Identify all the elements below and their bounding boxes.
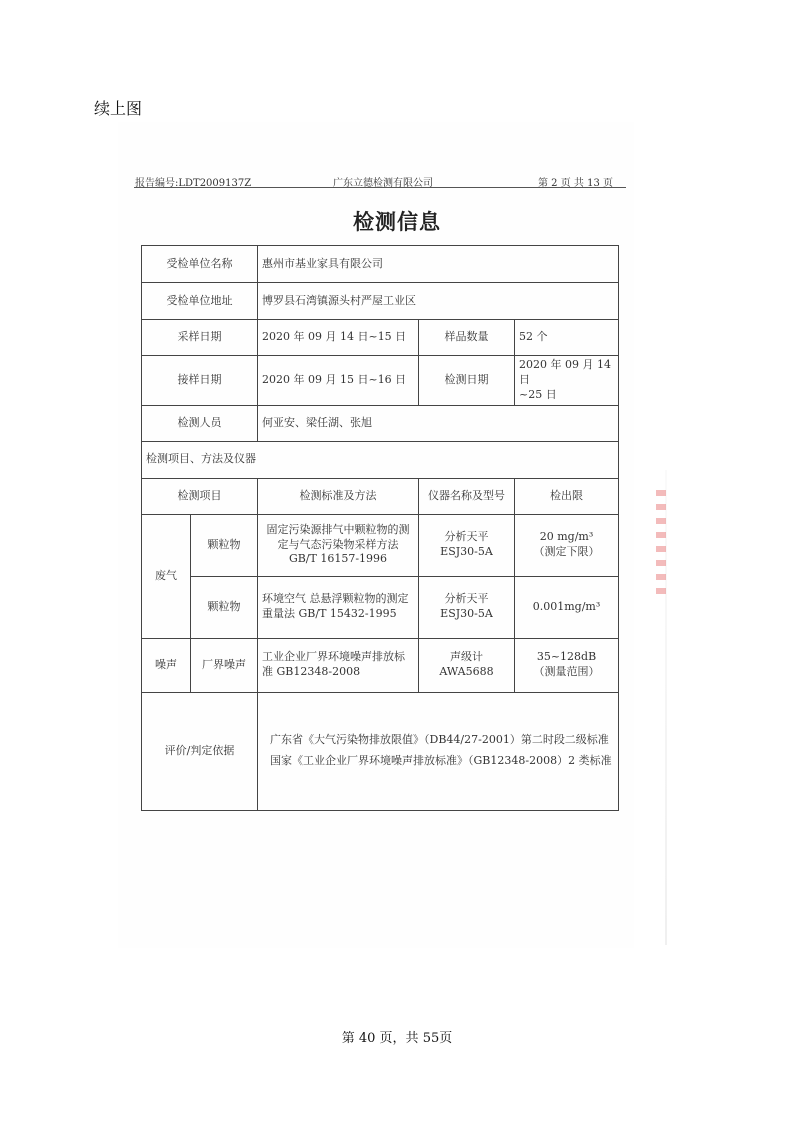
item-name: 颗粒物 bbox=[191, 514, 258, 576]
sampling-date-label: 采样日期 bbox=[142, 320, 258, 356]
test-date-value bbox=[515, 356, 619, 406]
table-row bbox=[142, 478, 619, 514]
instrument bbox=[419, 638, 515, 692]
standard-method: 环境空气 总悬浮颗粒物的测定 重量法 GB/T 15432-1995 bbox=[258, 576, 419, 638]
standard-method: 工业企业厂界环境噪声排放标准 GB12348-2008 bbox=[258, 638, 419, 692]
table-row bbox=[142, 576, 619, 638]
client-address-value: 博罗县石湾镇源头村严屋工业区 bbox=[258, 283, 619, 320]
table-row bbox=[142, 514, 619, 576]
sample-qty-value: 52 个 bbox=[515, 320, 619, 356]
table-row bbox=[142, 441, 619, 478]
report-page-indicator: 第 2 页 共 13 页 bbox=[538, 178, 613, 189]
personnel-value: 何亚安、梁任湖、张旭 bbox=[258, 405, 619, 441]
table-row bbox=[142, 320, 619, 356]
test-date-line2: ~25 日 bbox=[519, 387, 557, 401]
sampling-date-value: 2020 年 09 月 14 日~15 日 bbox=[258, 320, 419, 356]
detection-limit bbox=[515, 514, 619, 576]
table-row bbox=[142, 638, 619, 692]
category-noise: 噪声 bbox=[142, 638, 191, 692]
client-name-value: 惠州市基业家具有限公司 bbox=[258, 246, 619, 283]
table-row bbox=[142, 246, 619, 283]
methods-heading: 检测项目、方法及仪器 bbox=[142, 441, 619, 478]
item-name: 颗粒物 bbox=[191, 576, 258, 638]
detection-limit bbox=[515, 638, 619, 692]
page-footer: 第 40 页，共 55页 bbox=[341, 1031, 453, 1046]
instrument-name: 分析天平 bbox=[444, 530, 489, 544]
instrument-model: ESJ30-5A bbox=[440, 607, 493, 621]
continued-label: 续上图 bbox=[94, 99, 143, 118]
table-row bbox=[142, 283, 619, 320]
column-header-standard: 检测标准及方法 bbox=[258, 478, 419, 514]
evaluation-line2: 国家《工业企业厂界环境噪声排放标准》（GB12348-2008）2 类标准 bbox=[270, 754, 612, 768]
company-name: 广东立德检测有限公司 bbox=[333, 178, 433, 189]
instrument-model: AWA5688 bbox=[439, 665, 494, 679]
page-title: 检测信息 bbox=[353, 209, 441, 234]
column-header-item: 检测项目 bbox=[142, 478, 258, 514]
instrument bbox=[419, 576, 515, 638]
limit-value: 20 mg/m³ bbox=[539, 530, 594, 544]
detection-limit bbox=[515, 576, 619, 638]
evaluation-line1: 广东省《大气污染物排放限值》（DB44/27-2001）第二时段二级标准 bbox=[270, 733, 609, 747]
table-row bbox=[142, 692, 619, 810]
test-info-table bbox=[141, 245, 619, 811]
evaluation-label: 评价/判定依据 bbox=[142, 692, 258, 810]
evaluation-basis bbox=[258, 692, 619, 810]
instrument-model: ESJ30-5A bbox=[440, 545, 493, 559]
client-name-label: 受检单位名称 bbox=[142, 246, 258, 283]
table-row bbox=[142, 356, 619, 406]
test-date-label: 检测日期 bbox=[419, 356, 515, 406]
column-header-instrument: 仪器名称及型号 bbox=[419, 478, 515, 514]
receipt-date-label: 接样日期 bbox=[142, 356, 258, 406]
client-address-label: 受检单位地址 bbox=[142, 283, 258, 320]
limit-note: （测量范围） bbox=[533, 665, 600, 679]
sample-qty-label: 样品数量 bbox=[419, 320, 515, 356]
standard-method: 固定污染源排气中颗粒物的测定与气态污染物采样方法 GB/T 16157-1996 bbox=[258, 514, 419, 576]
instrument-name: 声级计 bbox=[450, 650, 483, 664]
seal-stamp-fragment bbox=[656, 490, 666, 600]
category-exhaust-gas: 废气 bbox=[142, 514, 191, 638]
personnel-label: 检测人员 bbox=[142, 405, 258, 441]
limit-note: （测定下限） bbox=[533, 545, 600, 559]
instrument-name: 分析天平 bbox=[444, 592, 489, 606]
limit-value: 35~128dB bbox=[536, 650, 597, 664]
item-name: 厂界噪声 bbox=[191, 638, 258, 692]
header-rule bbox=[134, 187, 626, 188]
table-row bbox=[142, 405, 619, 441]
column-header-limit: 检出限 bbox=[515, 478, 619, 514]
receipt-date-value: 2020 年 09 月 15 日~16 日 bbox=[258, 356, 419, 406]
report-number: 报告编号:LDT2009137Z bbox=[135, 178, 252, 189]
limit-value: 0.001mg/m³ bbox=[532, 599, 601, 613]
test-date-line1: 2020 年 09 月 14 日 bbox=[519, 358, 611, 386]
instrument bbox=[419, 514, 515, 576]
